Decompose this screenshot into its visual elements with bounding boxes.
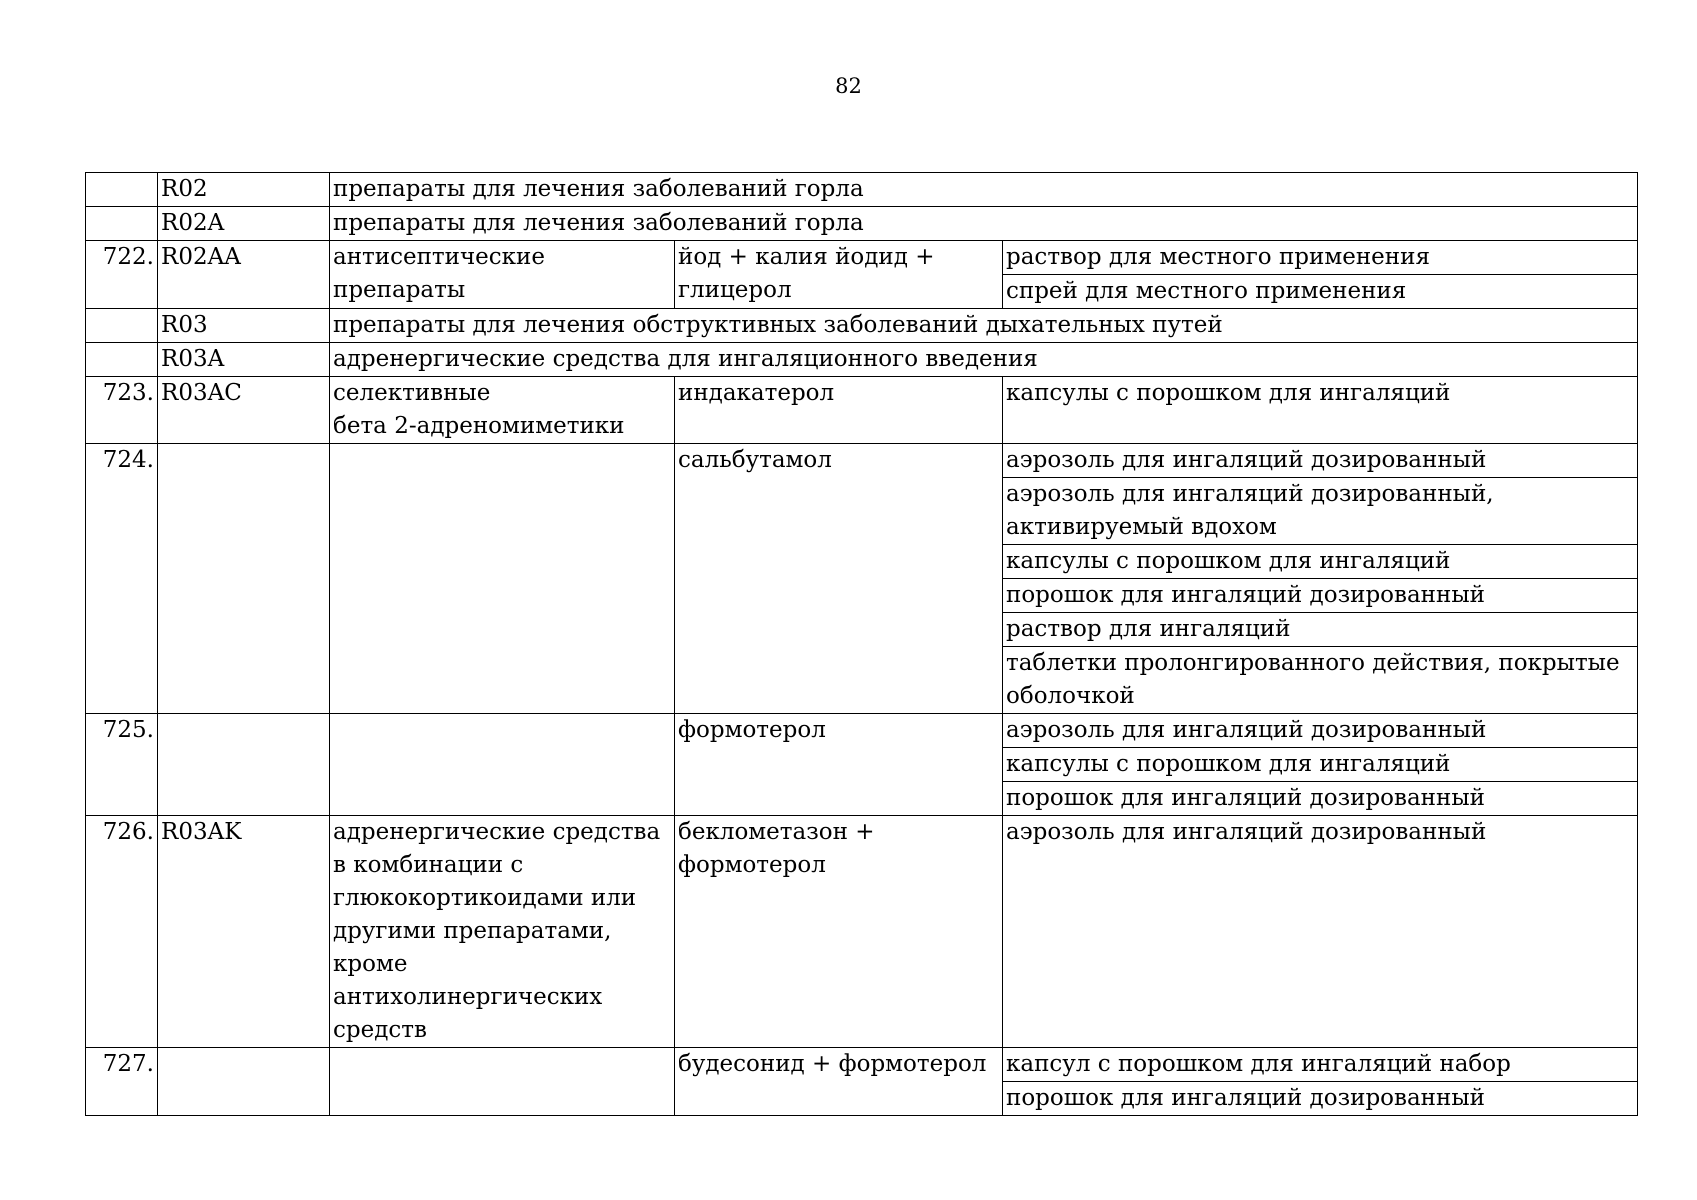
group-title-cell: препараты для лечения заболеваний горла	[330, 207, 1638, 241]
dosage-form-cell: спрей для местного применения	[1003, 275, 1638, 309]
table-row-723	[86, 377, 1638, 444]
dosage-form-cell: капсулы с порошком для ингаляций	[1003, 545, 1638, 579]
dosage-form-cell: аэрозоль для ингаляций дозированный	[1003, 714, 1638, 748]
atc-code-cell	[158, 444, 330, 714]
table-row-724	[86, 444, 1638, 478]
drug-name-cell: беклометазон + формотерол	[675, 816, 1003, 1048]
row-number-cell	[86, 309, 158, 343]
dosage-form-cell: порошок для ингаляций дозированный	[1003, 579, 1638, 613]
row-number-cell: 722.	[86, 241, 158, 309]
atc-code-cell: R02A	[158, 207, 330, 241]
table-row-r03	[86, 309, 1638, 343]
row-number-cell: 726.	[86, 816, 158, 1048]
group-title-cell: препараты для лечения заболеваний горла	[330, 173, 1638, 207]
drug-name-cell: формотерол	[675, 714, 1003, 816]
dosage-form-cell: аэрозоль для ингаляций дозированный, активируемый вдохом	[1003, 478, 1638, 545]
atc-code-cell: R03AC	[158, 377, 330, 444]
atc-code-cell: R03AK	[158, 816, 330, 1048]
group-line: селективные	[333, 380, 491, 406]
atc-code-cell	[158, 1048, 330, 1116]
row-number-cell	[86, 173, 158, 207]
table-row-722	[86, 241, 1638, 275]
drug-name-cell: сальбутамол	[675, 444, 1003, 714]
dosage-form-cell: порошок для ингаляций дозированный	[1003, 782, 1638, 816]
dosage-form-cell: капсулы с порошком для ингаляций	[1003, 377, 1638, 444]
atc-code-cell: R03A	[158, 343, 330, 377]
dosage-form-cell: капсул с порошком для ингаляций набор	[1003, 1048, 1638, 1082]
drug-name-cell: будесонид + формотерол	[675, 1048, 1003, 1116]
group-cell	[330, 714, 675, 816]
group-cell: адренергические средства в комбинации с глюкокортикоидами или другими препаратами, кроме антихолинергических средств	[330, 816, 675, 1048]
group-title-cell: адренергические средства для ингаляционного введения	[330, 343, 1638, 377]
group-cell: антисептические препараты	[330, 241, 675, 309]
atc-code-cell	[158, 714, 330, 816]
dosage-form-cell: аэрозоль для ингаляций дозированный	[1003, 444, 1638, 478]
dosage-form-cell: таблетки пролонгированного действия, покрытые оболочкой	[1003, 647, 1638, 714]
table-row-r02	[86, 173, 1638, 207]
row-number-cell: 723.	[86, 377, 158, 444]
row-number-cell: 724.	[86, 444, 158, 714]
drug-name-cell: йод + калия йодид + глицерол	[675, 241, 1003, 309]
atc-code-cell: R03	[158, 309, 330, 343]
group-line: бета 2-адреномиметики	[333, 413, 625, 439]
group-cell	[330, 377, 675, 444]
atc-code-cell: R02AA	[158, 241, 330, 309]
dosage-form-cell: порошок для ингаляций дозированный	[1003, 1082, 1638, 1116]
group-cell	[330, 1048, 675, 1116]
dosage-form-cell: раствор для местного применения	[1003, 241, 1638, 275]
group-title-cell: препараты для лечения обструктивных заболеваний дыхательных путей	[330, 309, 1638, 343]
table-row-r03a	[86, 343, 1638, 377]
table-row-726	[86, 816, 1638, 1048]
row-number-cell: 725.	[86, 714, 158, 816]
table-row-r02a	[86, 207, 1638, 241]
drug-name-cell: индакатерол	[675, 377, 1003, 444]
row-number-cell: 727.	[86, 1048, 158, 1116]
table-row-727	[86, 1048, 1638, 1082]
dosage-form-cell: аэрозоль для ингаляций дозированный	[1003, 816, 1638, 1048]
row-number-cell	[86, 343, 158, 377]
dosage-form-cell: раствор для ингаляций	[1003, 613, 1638, 647]
row-number-cell	[86, 207, 158, 241]
table-row-725	[86, 714, 1638, 748]
drug-list-table	[85, 172, 1638, 1116]
atc-code-cell: R02	[158, 173, 330, 207]
dosage-form-cell: капсулы с порошком для ингаляций	[1003, 748, 1638, 782]
group-cell	[330, 444, 675, 714]
page-number: 82	[835, 74, 862, 98]
